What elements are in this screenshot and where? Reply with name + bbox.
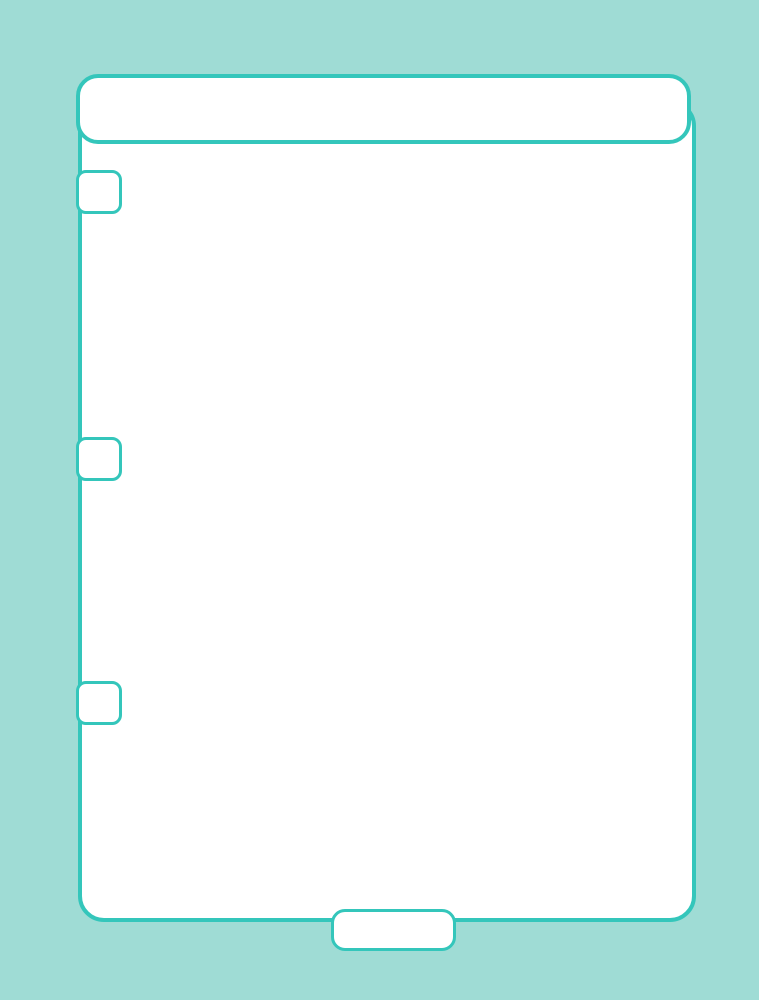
task-2-writing-lines — [106, 540, 692, 660]
title-banner — [76, 74, 691, 144]
task-3-writing-lines — [106, 784, 692, 904]
task-number-3 — [76, 681, 122, 725]
task-number-2 — [76, 437, 122, 481]
task-1-writing-lines — [106, 298, 692, 418]
page-number — [331, 909, 456, 951]
task-number-1 — [76, 170, 122, 214]
